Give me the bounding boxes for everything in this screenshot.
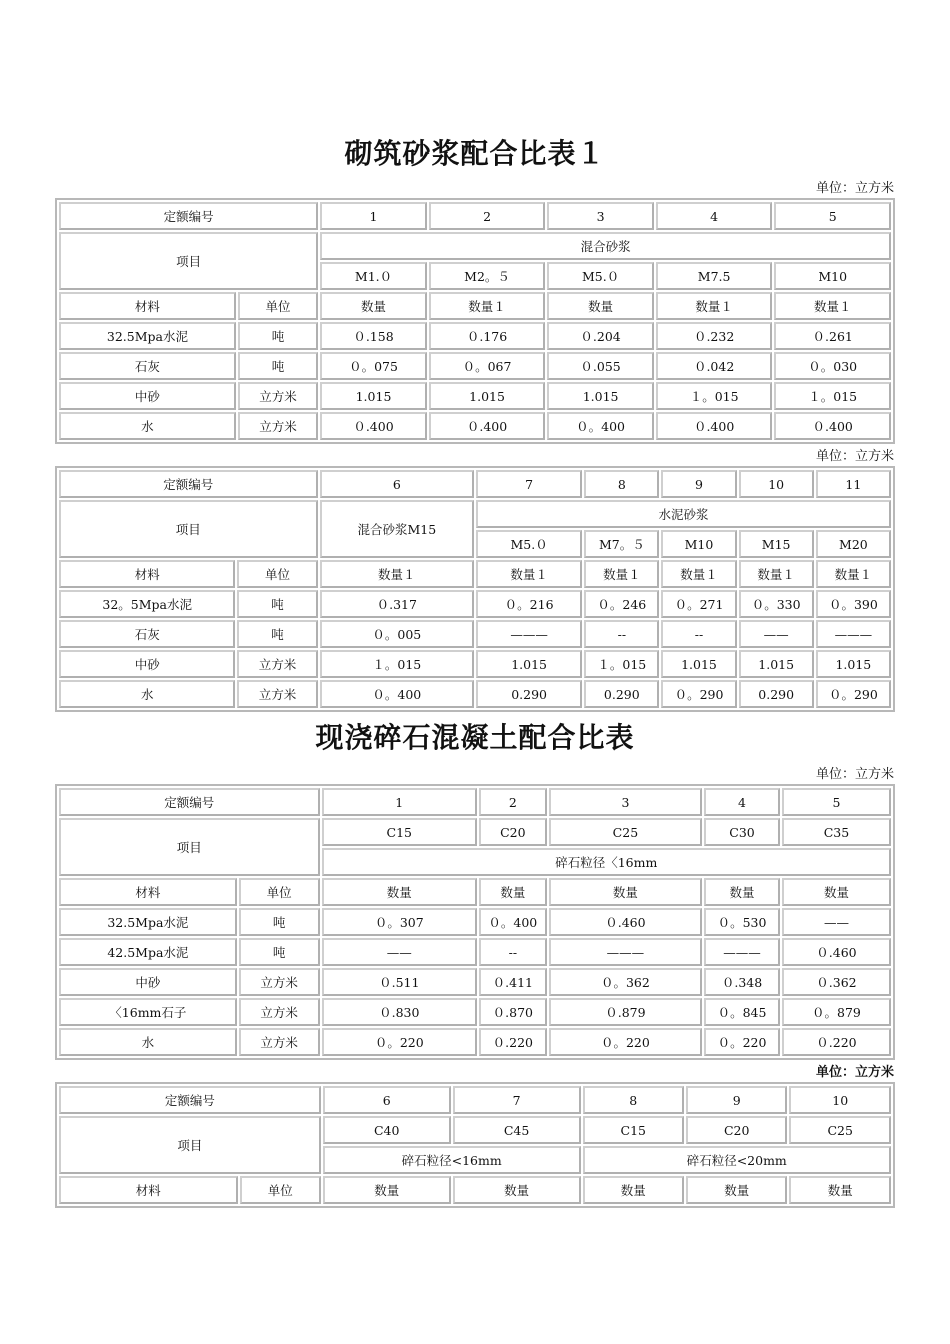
table-cell: 〈16mm石子	[59, 998, 237, 1026]
table-cell: 0.290	[739, 680, 814, 708]
header-cell: 数量１	[774, 292, 891, 320]
mix-label: 混合砂浆M15	[320, 500, 474, 558]
table-header-row	[59, 292, 891, 320]
grade-cell: M2。５	[429, 262, 546, 290]
group-label: 碎石粒径<16mm	[323, 1146, 581, 1174]
table-cell: ０。330	[739, 590, 814, 618]
table-row	[59, 1116, 891, 1144]
table-cell: 5	[782, 788, 891, 816]
table-cell: ——	[782, 908, 891, 936]
header-cell: 数量１	[656, 292, 773, 320]
table-cell: ０.870	[479, 998, 547, 1026]
table-row	[59, 818, 891, 846]
grade-cell: M10	[774, 262, 891, 290]
table-cell: 立方米	[238, 412, 318, 440]
table-cell: 石灰	[59, 352, 236, 380]
header-cell: 单位	[237, 560, 317, 588]
table-cell: 9	[661, 470, 736, 498]
table-cell: 水	[59, 412, 236, 440]
header-cell: 材料	[59, 560, 235, 588]
table-cell: 吨	[238, 352, 318, 380]
table-cell: 1.015	[476, 650, 582, 678]
table-cell: 6	[323, 1086, 451, 1114]
item-label: 项目	[59, 232, 318, 290]
grade-cell: M5.０	[547, 262, 654, 290]
table-cell: ０。030	[774, 352, 891, 380]
group-label: 碎石粒径〈16mm	[322, 848, 891, 876]
table-cell: ０.400	[320, 412, 427, 440]
quota-number-label: 定额编号	[59, 470, 318, 498]
concrete-table-2	[55, 1082, 895, 1208]
table-cell: 9	[686, 1086, 787, 1114]
header-cell: 材料	[59, 878, 237, 906]
grade-cell: C20	[686, 1116, 787, 1144]
table-cell: 吨	[239, 908, 320, 936]
grade-cell: C20	[479, 818, 547, 846]
grade-cell: M7.5	[656, 262, 773, 290]
table-cell: ０。362	[549, 968, 702, 996]
table-cell: 3	[549, 788, 702, 816]
table-cell: 8	[583, 1086, 684, 1114]
table-cell: 0.290	[476, 680, 582, 708]
header-cell: 数量１	[320, 560, 474, 588]
table-cell: 2	[479, 788, 547, 816]
table-cell: 吨	[237, 620, 317, 648]
table-cell: 6	[320, 470, 474, 498]
header-cell: 数量	[322, 878, 478, 906]
table-cell: ０。075	[320, 352, 427, 380]
header-cell: 数量	[323, 1176, 451, 1204]
table-cell: 中砂	[59, 968, 237, 996]
table-cell: --	[479, 938, 547, 966]
header-cell: 数量１	[661, 560, 736, 588]
table-cell: 32.5Mpa水泥	[59, 322, 236, 350]
table-row	[59, 788, 891, 816]
table-cell: 3	[547, 202, 654, 230]
table-cell: --	[661, 620, 736, 648]
group-label: 混合砂浆	[320, 232, 891, 260]
table-row	[59, 998, 891, 1026]
table-row	[59, 202, 891, 230]
table-cell: 10	[739, 470, 814, 498]
table-cell: 10	[789, 1086, 891, 1114]
table-cell: 中砂	[59, 382, 236, 410]
table-cell: 1.015	[429, 382, 546, 410]
table-row	[59, 412, 891, 440]
grade-cell: C40	[323, 1116, 451, 1144]
header-cell: 数量	[547, 292, 654, 320]
grade-cell: M5.０	[476, 530, 582, 558]
table-cell: --	[584, 620, 659, 648]
table-cell: ０。216	[476, 590, 582, 618]
table-cell: ０.879	[549, 998, 702, 1026]
table-cell: 7	[476, 470, 582, 498]
grade-cell: M1.０	[320, 262, 427, 290]
table-row	[59, 908, 891, 936]
header-cell: 单位	[239, 878, 320, 906]
group-label: 碎石粒径<20mm	[583, 1146, 891, 1174]
header-cell: 数量	[479, 878, 547, 906]
header-cell: 材料	[59, 292, 236, 320]
table-row	[59, 382, 891, 410]
table-cell: 立方米	[239, 998, 320, 1026]
grade-cell: M20	[816, 530, 891, 558]
table-cell: 1.015	[320, 382, 427, 410]
table-cell: 吨	[237, 590, 317, 618]
table-cell: ０。290	[816, 680, 891, 708]
table-cell: ０。400	[320, 680, 474, 708]
table-cell: 2	[429, 202, 546, 230]
table-cell: 水	[59, 680, 235, 708]
grade-cell: C35	[782, 818, 891, 846]
table-cell: ０。400	[479, 908, 547, 936]
table-cell: 1.015	[816, 650, 891, 678]
table-cell: ０.348	[704, 968, 780, 996]
table-cell: ０.204	[547, 322, 654, 350]
header-cell: 材料	[59, 1176, 238, 1204]
table-cell: 立方米	[237, 680, 317, 708]
table-cell: 立方米	[239, 968, 320, 996]
grade-cell: C15	[322, 818, 478, 846]
quota-number-label: 定额编号	[59, 202, 318, 230]
unit-label: 单位：立方米	[815, 181, 894, 196]
table-cell: 立方米	[239, 1028, 320, 1056]
table-cell: ０.400	[774, 412, 891, 440]
table-cell: ０.411	[479, 968, 547, 996]
table-header-row	[59, 878, 891, 906]
header-cell: 单位	[240, 1176, 321, 1204]
unit-label: 单位：立方米	[815, 767, 894, 782]
table-cell: 1.015	[547, 382, 654, 410]
table-cell: ０.042	[656, 352, 773, 380]
table-cell: ———	[704, 938, 780, 966]
table-cell: ０。271	[661, 590, 736, 618]
table-cell: ０.261	[774, 322, 891, 350]
table-cell: ０.317	[320, 590, 474, 618]
grade-cell: M15	[739, 530, 814, 558]
table-cell: 立方米	[237, 650, 317, 678]
grade-cell: C25	[549, 818, 702, 846]
table-cell: ——	[739, 620, 814, 648]
table-cell: 42.5Mpa水泥	[59, 938, 237, 966]
table-row	[59, 1086, 891, 1114]
table-cell: 1.015	[739, 650, 814, 678]
mortar-table-2	[55, 466, 895, 712]
table-cell: ０.460	[549, 908, 702, 936]
table-header-row	[59, 560, 891, 588]
table-cell: １。015	[774, 382, 891, 410]
table-cell: ０。530	[704, 908, 780, 936]
table-cell: ———	[549, 938, 702, 966]
header-cell: 数量１	[476, 560, 582, 588]
quota-number-label: 定额编号	[59, 1086, 321, 1114]
header-cell: 数量	[320, 292, 427, 320]
table-cell: ０.176	[429, 322, 546, 350]
header-cell: 数量	[789, 1176, 891, 1204]
grade-cell: C30	[704, 818, 780, 846]
grade-cell: C45	[453, 1116, 581, 1144]
header-cell: 数量１	[739, 560, 814, 588]
table-row	[59, 620, 891, 648]
table-cell: １。015	[656, 382, 773, 410]
header-cell: 数量	[782, 878, 891, 906]
table-cell: ０。005	[320, 620, 474, 648]
mortar-table-1	[55, 198, 895, 444]
table-cell: 7	[453, 1086, 581, 1114]
table-row	[59, 232, 891, 260]
table-cell: 立方米	[238, 382, 318, 410]
table-row	[59, 938, 891, 966]
table-row	[59, 500, 891, 528]
table-cell: ０。220	[704, 1028, 780, 1056]
table-row	[59, 968, 891, 996]
table-row	[59, 650, 891, 678]
title-concrete-mix: 现浇碎石混凝土配合比表	[315, 721, 635, 754]
table-header-row	[59, 1176, 891, 1204]
table-cell: ０。067	[429, 352, 546, 380]
table-cell: ０。845	[704, 998, 780, 1026]
header-cell: 数量	[583, 1176, 684, 1204]
item-label: 项目	[59, 818, 320, 876]
table-row	[59, 322, 891, 350]
table-cell: ０.362	[782, 968, 891, 996]
table-cell: ０.158	[320, 322, 427, 350]
grade-cell: C25	[789, 1116, 891, 1144]
grade-cell: C15	[583, 1116, 684, 1144]
unit-label: 单位：立方米	[815, 1065, 894, 1080]
table-cell: 4	[656, 202, 773, 230]
table-cell: ———	[476, 620, 582, 648]
table-cell: ０.511	[322, 968, 478, 996]
table-cell: 0.290	[584, 680, 659, 708]
table-row	[59, 352, 891, 380]
table-cell: 11	[816, 470, 891, 498]
item-label: 项目	[59, 500, 318, 558]
table-cell: 石灰	[59, 620, 235, 648]
table-cell: 4	[704, 788, 780, 816]
header-cell: 数量	[686, 1176, 787, 1204]
table-row	[59, 590, 891, 618]
table-cell: ０。246	[584, 590, 659, 618]
item-label: 项目	[59, 1116, 321, 1174]
header-cell: 数量	[453, 1176, 581, 1204]
header-cell: 数量	[704, 878, 780, 906]
table-cell: 吨	[239, 938, 320, 966]
table-cell: ０。307	[322, 908, 478, 936]
table-cell: ０。290	[661, 680, 736, 708]
table-cell: １。015	[320, 650, 474, 678]
table-cell: ０.460	[782, 938, 891, 966]
table-cell: ０。220	[322, 1028, 478, 1056]
table-row	[59, 1028, 891, 1056]
header-cell: 数量１	[584, 560, 659, 588]
table-cell: 5	[774, 202, 891, 230]
concrete-table-1	[55, 784, 895, 1060]
table-cell: 中砂	[59, 650, 235, 678]
header-cell: 单位	[238, 292, 318, 320]
table-cell: 32。5Mpa水泥	[59, 590, 235, 618]
table-cell: ０.220	[782, 1028, 891, 1056]
grade-cell: M7。５	[584, 530, 659, 558]
title-mortar-mix: 砌筑砂浆配合比表１	[344, 137, 606, 170]
unit-label: 单位：立方米	[815, 449, 894, 464]
table-cell: ０.220	[479, 1028, 547, 1056]
table-cell: ０.055	[547, 352, 654, 380]
header-cell: 数量１	[816, 560, 891, 588]
table-cell: 1	[322, 788, 478, 816]
table-cell: 1.015	[661, 650, 736, 678]
grade-cell: M10	[661, 530, 736, 558]
table-cell: ０.232	[656, 322, 773, 350]
table-cell: ０。220	[549, 1028, 702, 1056]
group-label: 水泥砂浆	[476, 500, 891, 528]
table-cell: ０。400	[547, 412, 654, 440]
table-cell: 水	[59, 1028, 237, 1056]
table-cell: ０。879	[782, 998, 891, 1026]
table-cell: ０。390	[816, 590, 891, 618]
table-cell: １。015	[584, 650, 659, 678]
table-cell: 1	[320, 202, 427, 230]
table-cell: 吨	[238, 322, 318, 350]
table-row	[59, 680, 891, 708]
table-cell: ０.830	[322, 998, 478, 1026]
table-cell: 32.5Mpa水泥	[59, 908, 237, 936]
table-cell: ０.400	[429, 412, 546, 440]
table-cell: ———	[816, 620, 891, 648]
table-cell: ０.400	[656, 412, 773, 440]
table-cell: 8	[584, 470, 659, 498]
quota-number-label: 定额编号	[59, 788, 320, 816]
table-cell: ——	[322, 938, 478, 966]
table-row	[59, 470, 891, 498]
header-cell: 数量１	[429, 292, 546, 320]
header-cell: 数量	[549, 878, 702, 906]
